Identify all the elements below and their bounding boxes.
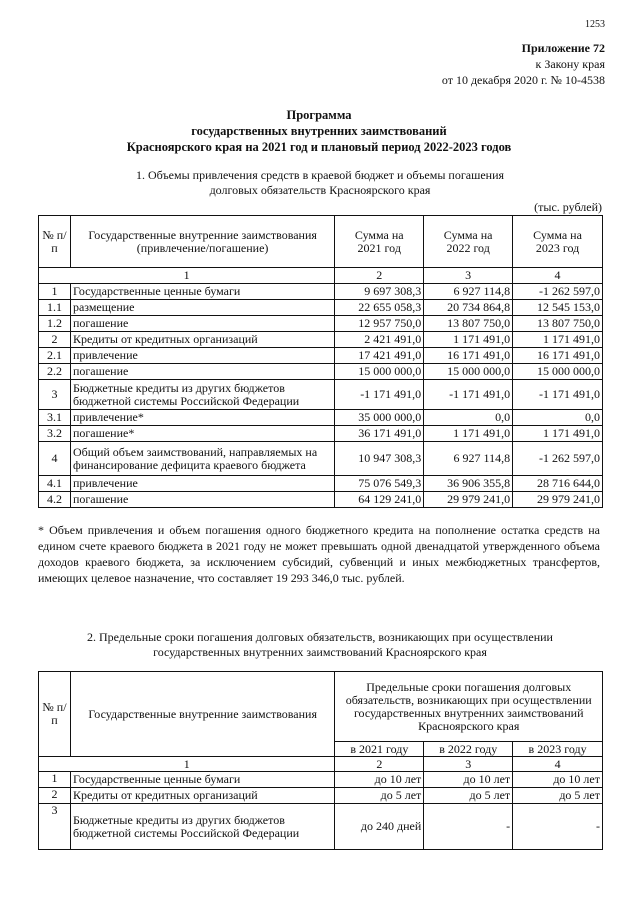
- row-name: Бюджетные кредиты из других бюджетов бюджетной системы Российской Федерации: [70, 804, 335, 850]
- value-2023: -1 171 491,0: [513, 380, 603, 410]
- header-2023: Сумма на 2023 год: [513, 216, 603, 268]
- title-line1: Программа: [286, 108, 352, 122]
- value-2023: 13 807 750,0: [513, 316, 603, 332]
- row-num: 2: [39, 332, 71, 348]
- value-2021: 12 957 750,0: [335, 316, 424, 332]
- annex-line3: от 10 декабря 2020 г. № 10-4538: [441, 73, 605, 87]
- row-num: 3: [39, 380, 71, 410]
- table-row: [39, 332, 603, 348]
- header2-2021: в 2021 году: [335, 742, 424, 757]
- value-2023: 12 545 153,0: [513, 300, 603, 316]
- row-num: 3: [39, 804, 71, 850]
- index-cell: 2: [335, 268, 424, 284]
- header2-2022: в 2022 году: [424, 742, 513, 757]
- value-2021: 10 947 308,3: [335, 442, 424, 476]
- table-row: [39, 284, 603, 300]
- index-cell: 4: [513, 757, 603, 772]
- row-num: 4: [39, 442, 71, 476]
- row-num: 2.1: [39, 348, 71, 364]
- value-2021: 17 421 491,0: [335, 348, 424, 364]
- index-cell: 3: [424, 268, 513, 284]
- header-2021: Сумма на 2021 год: [335, 216, 424, 268]
- row-num: 1.1: [39, 300, 71, 316]
- header-2022: Сумма на 2022 год: [424, 216, 513, 268]
- section1-heading-line2: долговых обязательств Красноярского края: [209, 183, 431, 197]
- table1-index-row: [39, 268, 603, 284]
- row-name: Бюджетные кредиты из других бюджетов бюджетной системы Российской Федерации: [70, 380, 334, 410]
- row-name: погашение: [70, 492, 334, 508]
- table-row: [39, 788, 603, 804]
- value-2023: до 10 лет: [513, 772, 603, 788]
- value-2023: -: [513, 804, 603, 850]
- row-num: 1: [39, 772, 71, 788]
- row-name: привлечение: [70, 348, 334, 364]
- value-2023: 0,0: [513, 410, 603, 426]
- index-cell: 4: [513, 268, 603, 284]
- document-title: [0, 107, 638, 155]
- table-row: [39, 476, 603, 492]
- value-2021: 75 076 549,3: [335, 476, 424, 492]
- value-2022: до 5 лет: [424, 788, 513, 804]
- title-line2: государственных внутренних заимствований: [191, 124, 447, 138]
- table-row: [39, 442, 603, 476]
- table-row: [39, 772, 603, 788]
- value-2021: 64 129 241,0: [335, 492, 424, 508]
- section1-heading: [40, 168, 600, 198]
- row-name: размещение: [70, 300, 334, 316]
- header2-num: № п/п: [39, 672, 71, 757]
- section2-heading-line2: государственных внутренних заимствований Красноярского края: [153, 645, 487, 659]
- value-2022: 0,0: [424, 410, 513, 426]
- index-cell: 2: [335, 757, 424, 772]
- table2-index-row: [39, 757, 603, 772]
- header2-name: Государственные внутренние заимствования: [70, 672, 335, 757]
- value-2023: 1 171 491,0: [513, 426, 603, 442]
- value-2021: 22 655 058,3: [335, 300, 424, 316]
- row-num: 4.1: [39, 476, 71, 492]
- row-num: 2.2: [39, 364, 71, 380]
- value-2022: 20 734 864,8: [424, 300, 513, 316]
- index-cell: 1: [39, 757, 335, 772]
- table-row: [39, 804, 603, 850]
- title-line3: Красноярского края на 2021 год и плановый период 2022-2023 годов: [126, 140, 512, 154]
- annex-title: Приложение 72: [521, 41, 605, 55]
- unit-label: (тыс. рублей): [534, 200, 602, 214]
- value-2023: 28 716 644,0: [513, 476, 603, 492]
- header2-2023: в 2023 году: [513, 742, 603, 757]
- value-2023: 29 979 241,0: [513, 492, 603, 508]
- table-row: [39, 380, 603, 410]
- value-2023: 1 171 491,0: [513, 332, 603, 348]
- row-name: привлечение: [70, 476, 334, 492]
- table-row: [39, 364, 603, 380]
- value-2022: -: [424, 804, 513, 850]
- value-2022: 29 979 241,0: [424, 492, 513, 508]
- value-2022: 15 000 000,0: [424, 364, 513, 380]
- row-name: Общий объем заимствований, направляемых на финансирование дефицита краевого бюджета: [70, 442, 334, 476]
- table2-header-row: [39, 672, 603, 742]
- page-number: 1253: [585, 19, 605, 30]
- value-2021: до 10 лет: [335, 772, 424, 788]
- header-name: Государственные внутренние заимствования (привлечение/погашение): [70, 216, 334, 268]
- row-name: Кредиты от кредитных организаций: [70, 332, 334, 348]
- value-2021: -1 171 491,0: [335, 380, 424, 410]
- table1-header-row: [39, 216, 603, 268]
- value-2023: -1 262 597,0: [513, 442, 603, 476]
- row-name: Государственные ценные бумаги: [70, 772, 335, 788]
- value-2023: 16 171 491,0: [513, 348, 603, 364]
- borrowing-table: [38, 215, 603, 508]
- value-2022: -1 171 491,0: [424, 380, 513, 410]
- value-2023: -1 262 597,0: [513, 284, 603, 300]
- row-name: погашение: [70, 364, 334, 380]
- row-num: 4.2: [39, 492, 71, 508]
- value-2021: до 5 лет: [335, 788, 424, 804]
- value-2022: до 10 лет: [424, 772, 513, 788]
- row-num: 3.1: [39, 410, 71, 426]
- value-2022: 1 171 491,0: [424, 426, 513, 442]
- index-cell: 3: [424, 757, 513, 772]
- row-name: Государственные ценные бумаги: [70, 284, 334, 300]
- row-num: 3.2: [39, 426, 71, 442]
- table-row: [39, 426, 603, 442]
- value-2022: 13 807 750,0: [424, 316, 513, 332]
- section1-heading-line1: 1. Объемы привлечения средств в краевой бюджет и объемы погашения: [135, 168, 505, 182]
- row-num: 2: [39, 788, 71, 804]
- terms-table: [38, 671, 603, 850]
- index-cell: 1: [39, 268, 335, 284]
- header2-group: Предельные сроки погашения долговых обязательств, возникающих при осуществлении государственных внутренних заимствований Красноярского края: [335, 672, 603, 742]
- value-2022: 36 906 355,8: [424, 476, 513, 492]
- row-name: Кредиты от кредитных организаций: [70, 788, 335, 804]
- table-row: [39, 316, 603, 332]
- value-2021: 15 000 000,0: [335, 364, 424, 380]
- row-name: погашение: [70, 316, 334, 332]
- row-num: 1.2: [39, 316, 71, 332]
- value-2022: 6 927 114,8: [424, 442, 513, 476]
- section2-heading-line1: 2. Предельные сроки погашения долговых обязательств, возникающих при осуществлении: [87, 630, 553, 644]
- table-row: [39, 300, 603, 316]
- annex-line2: к Закону края: [535, 57, 605, 71]
- value-2021: 35 000 000,0: [335, 410, 424, 426]
- header-num: № п/п: [39, 216, 71, 268]
- value-2022: 1 171 491,0: [424, 332, 513, 348]
- value-2021: 9 697 308,3: [335, 284, 424, 300]
- value-2021: до 240 дней: [335, 804, 424, 850]
- value-2023: до 5 лет: [513, 788, 603, 804]
- value-2021: 2 421 491,0: [335, 332, 424, 348]
- section2-heading: [40, 630, 600, 660]
- table-row: [39, 492, 603, 508]
- footnote: * Объем привлечения и объем погашения одного бюджетного кредита на пополнение остатка средств на едином счете краевого бюджета в 2021 году не может превышать одной двенадцатой утвержденного объема доходов краевого бюджета, за исключением субсидий, субвенций и иных межбюджетных трансфертов, имеющих целевое назначение, что составляет 19 293 346,0 тыс. рублей.: [38, 523, 600, 585]
- value-2023: 15 000 000,0: [513, 364, 603, 380]
- table-row: [39, 348, 603, 364]
- value-2022: 6 927 114,8: [424, 284, 513, 300]
- annex-block: [442, 40, 605, 88]
- value-2022: 16 171 491,0: [424, 348, 513, 364]
- row-num: 1: [39, 284, 71, 300]
- table-row: [39, 410, 603, 426]
- row-name: привлечение*: [70, 410, 334, 426]
- value-2021: 36 171 491,0: [335, 426, 424, 442]
- row-name: погашение*: [70, 426, 334, 442]
